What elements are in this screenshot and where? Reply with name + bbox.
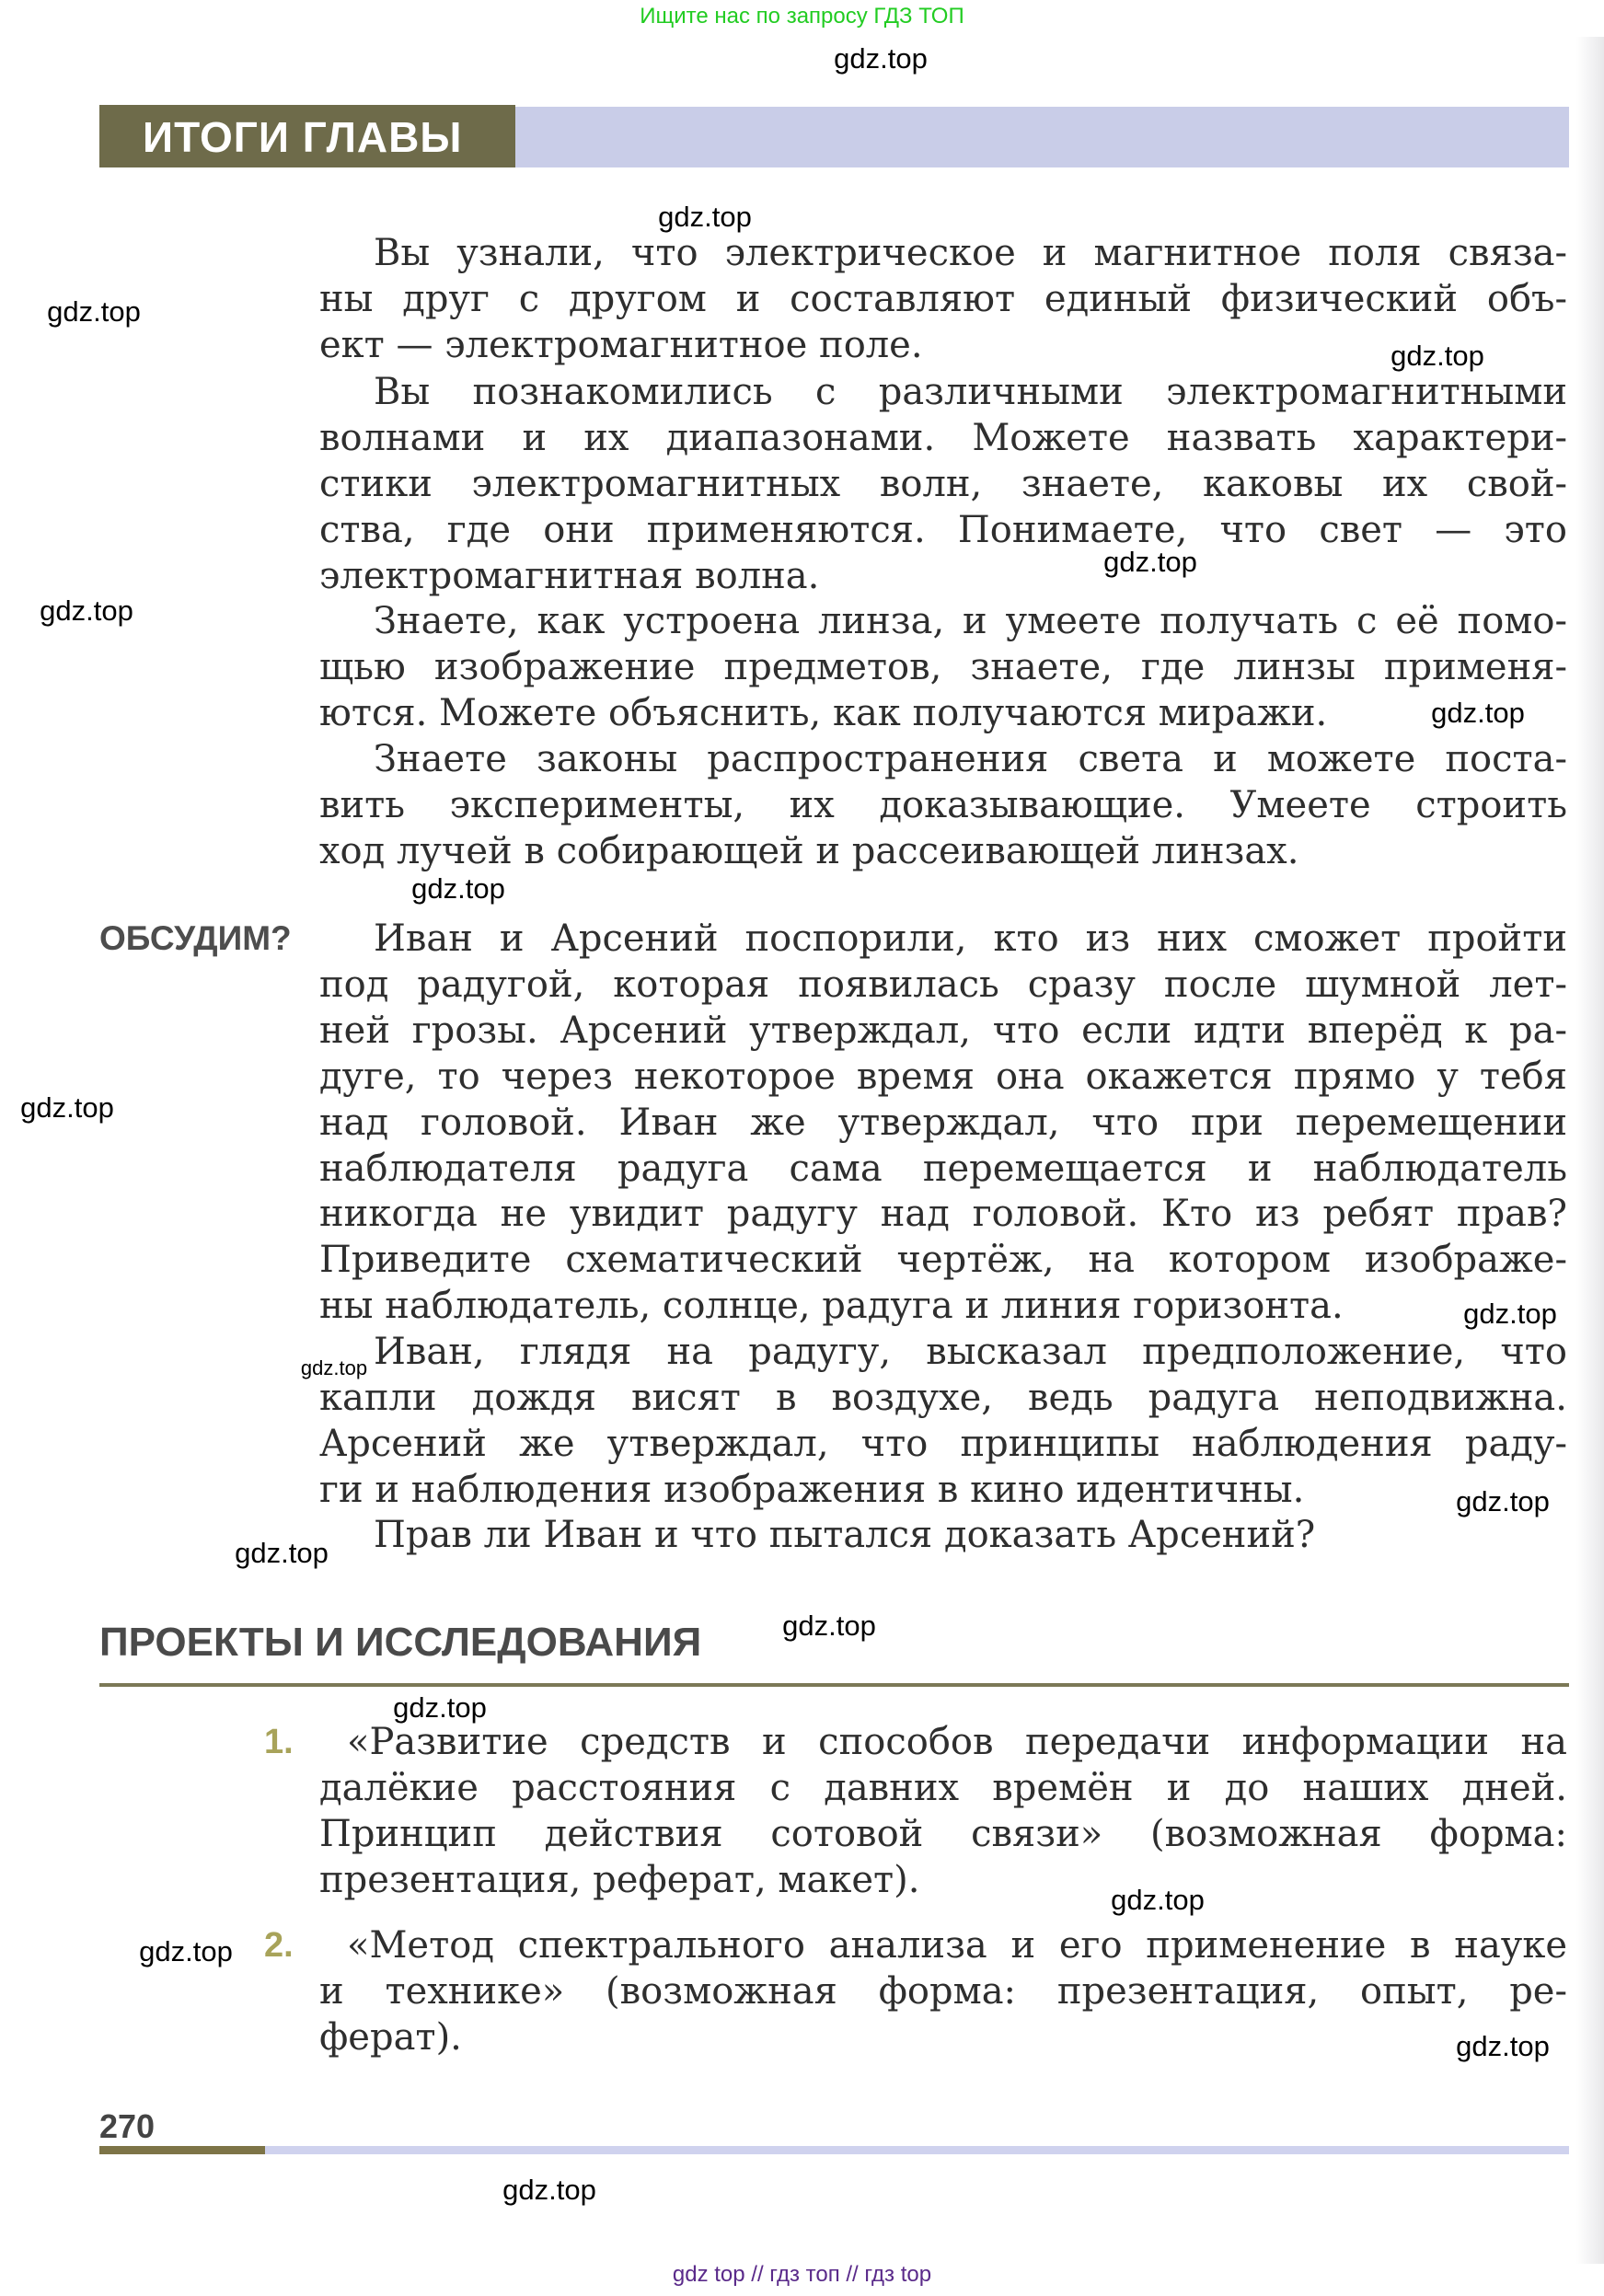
watermark-text: gdz.top [782, 1610, 876, 1642]
text-line: Прав ли Иван и что пытался доказать Арсений? [374, 1514, 1316, 1556]
projects-heading: ПРОЕКТЫ И ИССЛЕДОВАНИЯ [99, 1620, 702, 1665]
watermark-text: gdz.top [40, 594, 133, 627]
text-line: вить эксперименты, их доказывающие. Умеете строить [319, 783, 1567, 826]
text-line: Приведите схематический чертёж, на котором изображе- [319, 1239, 1567, 1282]
text-line: над головой. Иван же утверждал, что при перемещении [319, 1101, 1567, 1144]
text-line: Иван, глядя на радугу, высказал предположение, что [374, 1331, 1567, 1373]
watermark-text: gdz.top [411, 872, 505, 905]
text-line: ги и наблюдения изображения в кино идентичны. [319, 1468, 1305, 1511]
text-line: под радугой, которая появилась сразу после шумной лет- [319, 963, 1567, 1006]
watermark-text: gdz.top [502, 2174, 596, 2206]
text-line: Вы познакомились с различными электромагнитными [374, 371, 1567, 413]
text-line: наблюдателя радуга сама перемещается и наблюдатель [319, 1147, 1567, 1190]
text-line: далёкие расстояния с давних времён и до наших дней. [319, 1766, 1567, 1809]
watermark-text: gdz.top [1456, 2030, 1550, 2062]
text-line: «Развитие средств и способов передачи информации на [347, 1721, 1567, 1763]
watermark-text: gdz.top [658, 201, 752, 233]
text-line: и технике» (возможная форма: презентация, опыт, ре- [319, 1969, 1567, 2013]
text-line: Вы узнали, что электрическое и магнитное поля связа- [374, 232, 1567, 274]
text-line: капли дождя висят в воздухе, ведь радуга неподвижна. [319, 1376, 1567, 1419]
page-number: 270 [99, 2107, 156, 2145]
text-line: ства, где они применяются. Понимаете, что свет — это [319, 508, 1567, 551]
watermark-text: gdz.top [47, 295, 141, 328]
text-line: ферат). [319, 2015, 462, 2059]
watermark-text: gdz.top [1456, 1485, 1550, 1517]
text-line: Знаете законы распространения света и можете поста- [374, 738, 1567, 780]
top-promo-note: Ищите нас по запросу ГДЗ ТОП [640, 4, 964, 29]
chapter-summary-title: ИТОГИ ГЛАВЫ [143, 113, 463, 161]
watermark-text: gdz.top [1463, 1298, 1557, 1330]
text-line: дуге, то через некоторое время она окажется прямо у тебя [319, 1055, 1567, 1098]
watermark-text: gdz.top [20, 1091, 114, 1124]
text-line: «Метод спектрального анализа и его применение в науке [347, 1924, 1567, 1967]
footer-bar-accent [99, 2146, 265, 2154]
bottom-promo-note: gdz top // гдз топ // гдз top [672, 2262, 932, 2287]
watermark-text: gdz.top [393, 1691, 487, 1724]
text-line: Знаете, как устроена линза, и умеете получать с её помо- [374, 600, 1567, 642]
footer-bar [99, 2146, 1569, 2154]
text-line: презентация, реферат, макет). [319, 1858, 920, 1901]
project-number: 2. [264, 1926, 294, 1965]
watermark-text: gdz.top [300, 1356, 368, 1379]
text-line: ней грозы. Арсений утверждал, что если идти вперёд к ра- [319, 1009, 1567, 1052]
watermark-text: gdz.top [1111, 1884, 1205, 1916]
text-line: Арсений же утверждал, что принципы наблюдения раду- [319, 1422, 1567, 1465]
watermark-text: gdz.top [1431, 697, 1525, 729]
text-line: ны наблюдатель, солнце, радуга и линия горизонта. [319, 1285, 1344, 1328]
text-line: стики электромагнитных волн, знаете, каковы их свой- [319, 462, 1567, 505]
text-line: никогда не увидит радугу над головой. Кто из ребят прав? [319, 1193, 1567, 1236]
watermark-text: gdz.top [1391, 340, 1484, 372]
text-line: Принцип действия сотовой связи» (возможная форма: [319, 1812, 1567, 1855]
page-edge-shadow [1576, 37, 1604, 2264]
watermark-text: gdz.top [1103, 546, 1197, 578]
watermark-text: gdz.top [235, 1537, 329, 1569]
text-line: ются. Можете объяснить, как получаются миражи. [319, 691, 1328, 734]
text-line: щью изображение предметов, знаете, где линзы применя- [319, 645, 1567, 688]
text-line: волнами и их диапазонами. Можете назвать характери- [319, 416, 1567, 459]
text-line: ны друг с другом и составляют единый физический объ- [319, 277, 1567, 320]
text-line: электромагнитная волна. [319, 554, 820, 597]
discuss-label: ОБСУДИМ? [99, 919, 292, 957]
text-line: ход лучей в собирающей и рассеивающей линзах. [319, 829, 1299, 872]
projects-rule [99, 1683, 1569, 1687]
text-line: ект — электромагнитное поле. [319, 323, 923, 366]
watermark-text: gdz.top [139, 1935, 233, 1967]
watermark-text: gdz.top [834, 42, 928, 75]
project-number: 1. [264, 1723, 294, 1761]
text-line: Иван и Арсений поспорили, кто из них сможет пройти [374, 917, 1567, 960]
